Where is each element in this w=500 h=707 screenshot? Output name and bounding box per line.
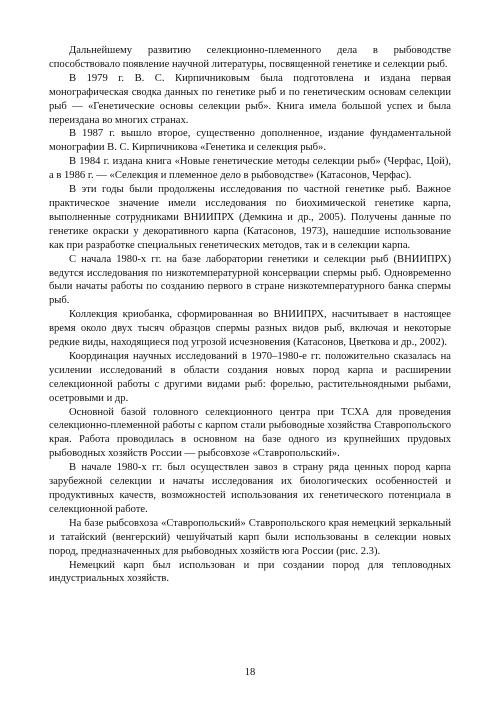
paragraph: Основной базой головного селекционного центра при ТСХА для проведения селекционно-племенной работы с карпом стали рыбоводные хозяйства Ставропольского края. Работа проводилась в основном на базе одного из крупнейших прудовых рыбоводных хозяйств России — рыбсовхозе «Ставропольский». — [49, 406, 451, 460]
page-number: 18 — [244, 667, 256, 678]
paragraph: В эти годы были продолжены исследования по частной генетике рыб. Важное практическое значение имели исследования по биохимической генетике карпа, выполненные сотрудниками ВНИИПРХ (Демкина и др., 2005). Получены данные по генетике окраски у декоративного карпа (Катасонов, 1973), нашедшие использование как при разработке специальных генетических методов, так и в селекции карпа. — [49, 184, 451, 251]
paragraph: В 1984 г. издана книга «Новые генетические методы селекции рыб» (Черфас, Цой), а в 1986 г. — «Селекция и племенное дело в рыбоводстве» (Катасонов, Черфас). — [49, 156, 451, 182]
paragraph: В 1987 г. вышло второе, существенно дополненное, издание фундаментальной монографии В. С. Кирпичникова «Генетика и селекция рыб». — [49, 128, 451, 154]
paragraph: С начала 1980-х гг. на базе лаборатории генетики и селекции рыб (ВНИИПРХ) ведутся исследования по низкотемпературной консервации спермы рыб. Одновременно были начаты работы по созданию первого в стране низкотемпературного банка спермы рыб. — [49, 253, 451, 307]
body-text — [49, 44, 451, 586]
paragraph: Координация научных исследований в 1970–1980-е гг. положительно сказалась на усилении исследований в области создания новых пород карпа и расширении селекционной работы с другими видами рыб: форелью, растительноядными рыбами, осетровыми и др. — [49, 350, 451, 404]
paragraph: В начале 1980-х гг. был осуществлен завоз в страну ряда ценных пород карпа зарубежной селекции и начаты исследования их биологических особенностей и продуктивных качеств, возможностей использования их генетического потенциала в селекционной работе. — [49, 462, 451, 515]
paragraph: Коллекция криобанка, сформированная во ВНИИПРХ, насчитывает в настоящее время около двух тысяч образцов спермы разных видов рыб, включая и некоторые редкие виды, находящиеся под угрозой исчезновения (Катасонов, Цветкова и др., 2002). — [49, 309, 451, 349]
paragraph: Немецкий карп был использован и при создании пород для тепловодных индустриальных хозяйств. — [49, 559, 451, 585]
paragraph: Дальнейшему развитию селекционно-племенного дела в рыбоводстве способствовало появление научной литературы, посвященной генетике и селекции рыб. — [49, 45, 451, 70]
paragraph: В 1979 г. В. С. Кирпичниковым была подготовлена и издана первая монографическая сводка данных по генетике рыб и по генетическим основам селекции рыб — «Генетические основы селекции рыб». Книга имела большой успех и была переиздана во многих странах. — [49, 72, 451, 126]
paragraph: На базе рыбсовхоза «Ставропольский» Ставропольского края немецкий зеркальный и татайский (венгерский) чешуйчатый карп были использованы в селекции новых пород, предназначенных для рыбоводных хозяйств юга России (рис. 2.3). — [49, 517, 451, 557]
